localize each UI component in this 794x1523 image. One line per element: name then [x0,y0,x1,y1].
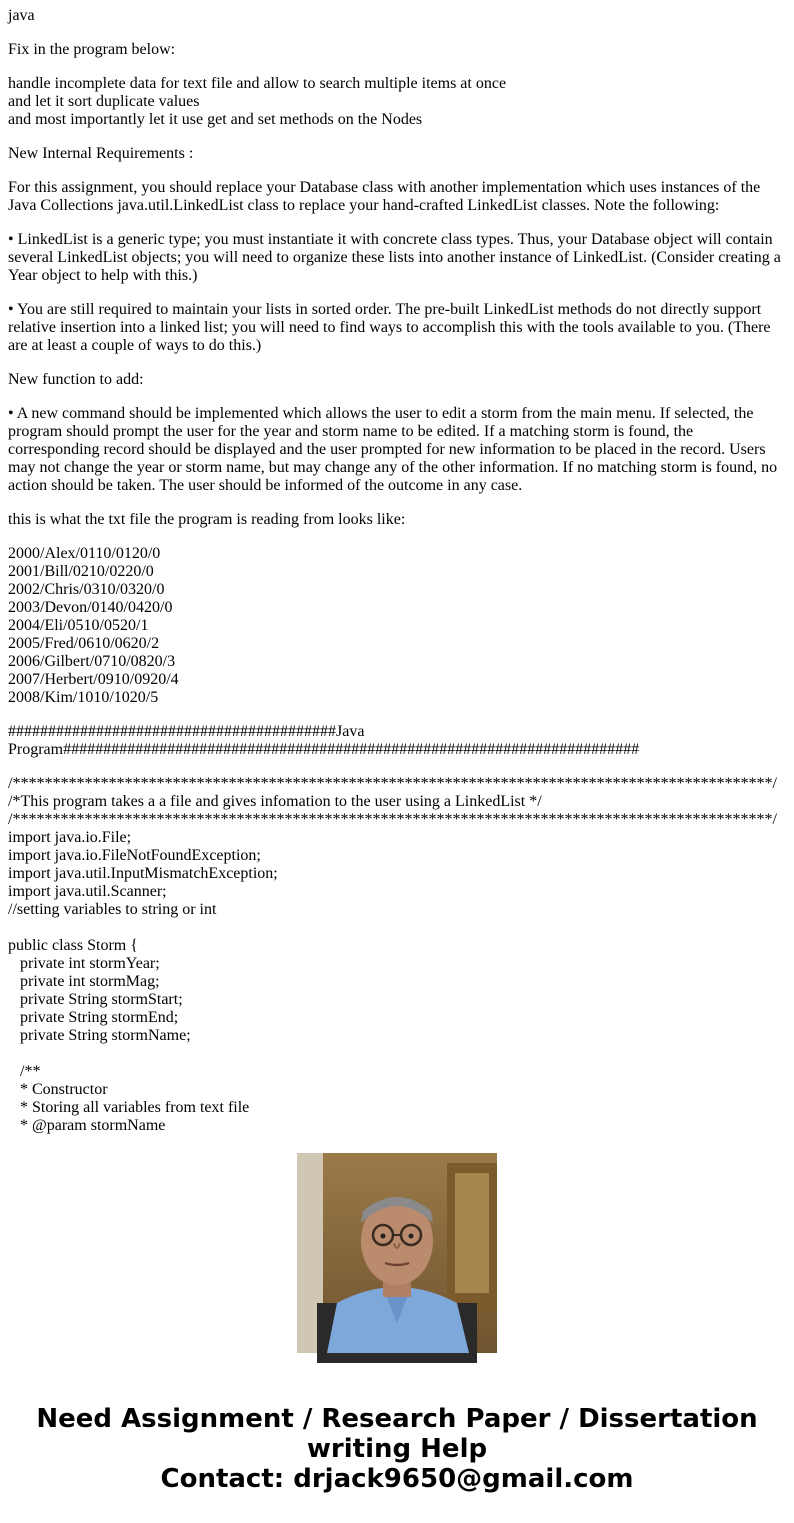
txt-file-sample [8,545,784,707]
requirement-bullet: • You are still required to maintain your lists in sorted order. The pre-built LinkedList methods do not directly support relative insertion into a linked list; you will need to find ways to accomplish this with the tools available to you. (There are at least a couple of ways to do this.) [8,301,771,354]
footer-line: writing Help [306,1434,488,1464]
code-line: import java.util.Scanner; [8,883,167,900]
new-function-heading: New function to add: [8,371,144,388]
separator-line: Program######################################################################## [8,741,640,758]
separator-line: #########################################Java [8,723,365,740]
code-line: * Constructor [8,1081,108,1098]
question-content [8,7,784,1134]
code-line: /*This program takes a a file and gives infomation to the user using a LinkedList */ [8,793,542,810]
program-separator [8,723,784,759]
code-line [8,1045,784,1063]
txt-line: 2003/Devon/0140/0420/0 [8,599,173,616]
txt-line: 2007/Herbert/0910/0920/4 [8,671,179,688]
code-line: private int stormMag; [8,973,160,990]
code-line: * @param stormName [8,1117,166,1134]
fix-list [8,75,784,129]
code-line: private String stormName; [8,1027,191,1044]
code-line [8,919,784,937]
code-line: import java.io.File; [8,829,132,846]
code-line: public class Storm { [8,937,138,954]
code-line: import java.util.InputMismatchException; [8,865,278,882]
txt-line: 2000/Alex/0110/0120/0 [8,545,161,562]
intro-paragraph: For this assignment, you should replace your Database class with another implementation which uses instances of the Java Collections java.util.LinkedList class to replace your hand-crafted LinkedList classes. Note the following: [8,179,761,214]
fix-item: and let it sort duplicate values [8,93,200,110]
txt-line: 2005/Fred/0610/0620/2 [8,635,160,652]
code-line: /** [8,1063,41,1080]
txt-line: 2001/Bill/0210/0220/0 [8,563,154,580]
txt-line: 2008/Kim/1010/1020/5 [8,689,159,706]
internal-requirements-heading: New Internal Requirements : [8,145,194,162]
txt-line: 2004/Eli/0510/0520/1 [8,617,149,634]
code-line: private String stormStart; [8,991,183,1008]
title-line: java [8,7,35,24]
code-line: /***********************************************************************************************/ [8,775,777,792]
code-line: /***********************************************************************************************/ [8,811,777,828]
requirement-bullet: • LinkedList is a generic type; you must instantiate it with concrete class types. Thus, your Database object will contain several LinkedList objects; you will need to organize these lists into another instance of LinkedList. (Consider creating a Year object to help with this.) [8,231,781,284]
code-line: * Storing all variables from text file [8,1099,250,1116]
author-avatar [297,1153,497,1353]
author-photo [297,1153,497,1353]
requirement-bullet: • A new command should be implemented which allows the user to edit a storm from the main menu. If selected, the program should prompt the user for the year and storm name to be edited. If a matching storm is found, the corresponding record should be displayed and the user prompted for new information to be placed in the record. Users may not change the year or storm name, but may change any of the other information. If no matching storm is found, no action should be taken. The user should be informed of the outcome in any case. [8,405,778,494]
code-line: //setting variables to string or int [8,901,217,918]
footer-line: Need Assignment / Research Paper / Dissertation [36,1404,758,1434]
fix-item: and most importantly let it use get and set methods on the Nodes [8,111,423,128]
fix-item: handle incomplete data for text file and allow to search multiple items at once [8,75,507,92]
footer-contact: Contact: drjack9650@gmail.com [160,1464,634,1494]
txt-line: 2002/Chris/0310/0320/0 [8,581,165,598]
footer-banner [0,1404,794,1494]
code-line: private String stormEnd; [8,1009,179,1026]
code-block [8,775,784,1135]
txt-file-heading: this is what the txt file the program is reading from looks like: [8,511,406,528]
code-line: import java.io.FileNotFoundException; [8,847,261,864]
code-line: private int stormYear; [8,955,160,972]
txt-line: 2006/Gilbert/0710/0820/3 [8,653,176,670]
fix-heading: Fix in the program below: [8,41,176,58]
